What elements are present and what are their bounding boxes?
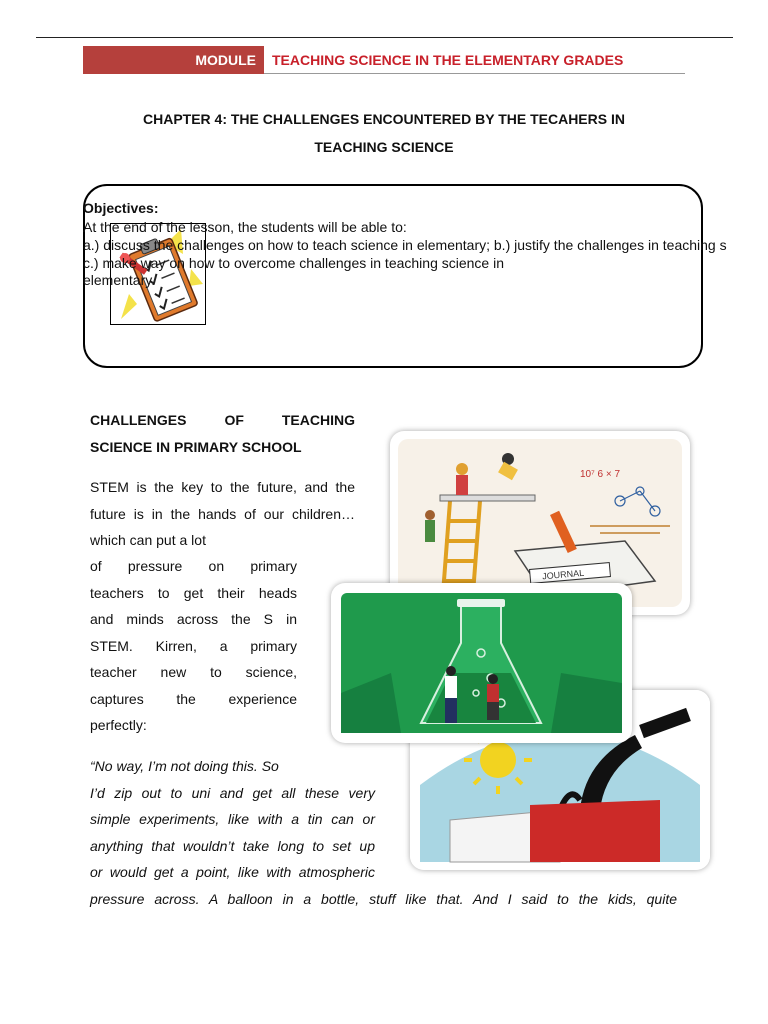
module-underline	[264, 73, 685, 74]
quote-line: anything that wouldn’t take long to set up	[90, 837, 375, 854]
paragraph-line: and minds across the S in	[90, 611, 297, 627]
heading-word: CHALLENGES	[90, 412, 187, 428]
formula-text: 10⁷ 6 × 7	[580, 469, 621, 480]
heading-word: OF	[224, 412, 244, 428]
paragraph-line: teacher new to science,	[90, 664, 297, 680]
journal-label: JOURNAL	[541, 567, 585, 582]
chapter-title-line1: CHAPTER 4: THE CHALLENGES ENCOUNTERED BY THE TECAHERS IN	[142, 111, 625, 127]
objectives-line-a: a.) discuss the challenges on how to teach science in elementary; b.) justify the challenges in teaching s	[83, 237, 727, 253]
section-heading-line2: SCIENCE IN PRIMARY SCHOOL	[90, 439, 302, 455]
green-flask-illustration	[331, 583, 632, 743]
quote-line-full: pressure across. A balloon in a bottle, stuff like that. And I said to the kids, quite	[90, 891, 677, 907]
chapter-title-line2: TEACHING SCIENCE	[314, 139, 454, 155]
objectives-intro: At the end of the lesson, the students will be able to:	[83, 219, 407, 235]
paragraph-line: teachers to get their heads	[90, 584, 297, 601]
heading-word: TEACHING	[281, 412, 355, 428]
section-heading-line1	[90, 412, 355, 428]
objectives-line-c: c.) make way on how to overcome challenges in teaching science in	[83, 255, 504, 271]
module-title: TEACHING SCIENCE IN THE ELEMENTARY GRADES	[272, 52, 624, 68]
quote-block	[90, 753, 375, 886]
paragraph-line: of pressure on primary	[90, 558, 297, 574]
intro-paragraph-narrow	[90, 553, 297, 739]
top-rule	[36, 37, 733, 38]
paragraph-line: future is in the hands of our children…	[90, 505, 355, 522]
paragraph-line: which can put a lot	[90, 532, 206, 548]
paragraph-line: captures the experience	[90, 690, 297, 707]
quote-line: or would get a point, like with atmospheric	[90, 864, 375, 880]
quote-line: “No way, I’m not doing this. So	[90, 758, 279, 774]
objectives-line-c2: elementary.	[83, 272, 156, 288]
module-label-box	[83, 46, 264, 74]
quote-line: simple experiments, like with a tin can or	[90, 811, 375, 827]
paragraph-line: STEM is the key to the future, and the	[90, 479, 355, 495]
intro-paragraph	[90, 474, 355, 554]
paragraph-line: STEM. Kirren, a primary	[90, 637, 297, 654]
quote-line: I’d zip out to uni and get all these very	[90, 784, 375, 801]
objectives-title: Objectives:	[83, 200, 159, 216]
module-label: MODULE	[195, 52, 256, 68]
paragraph-line: perfectly:	[90, 717, 147, 733]
chapter-title	[110, 105, 658, 161]
